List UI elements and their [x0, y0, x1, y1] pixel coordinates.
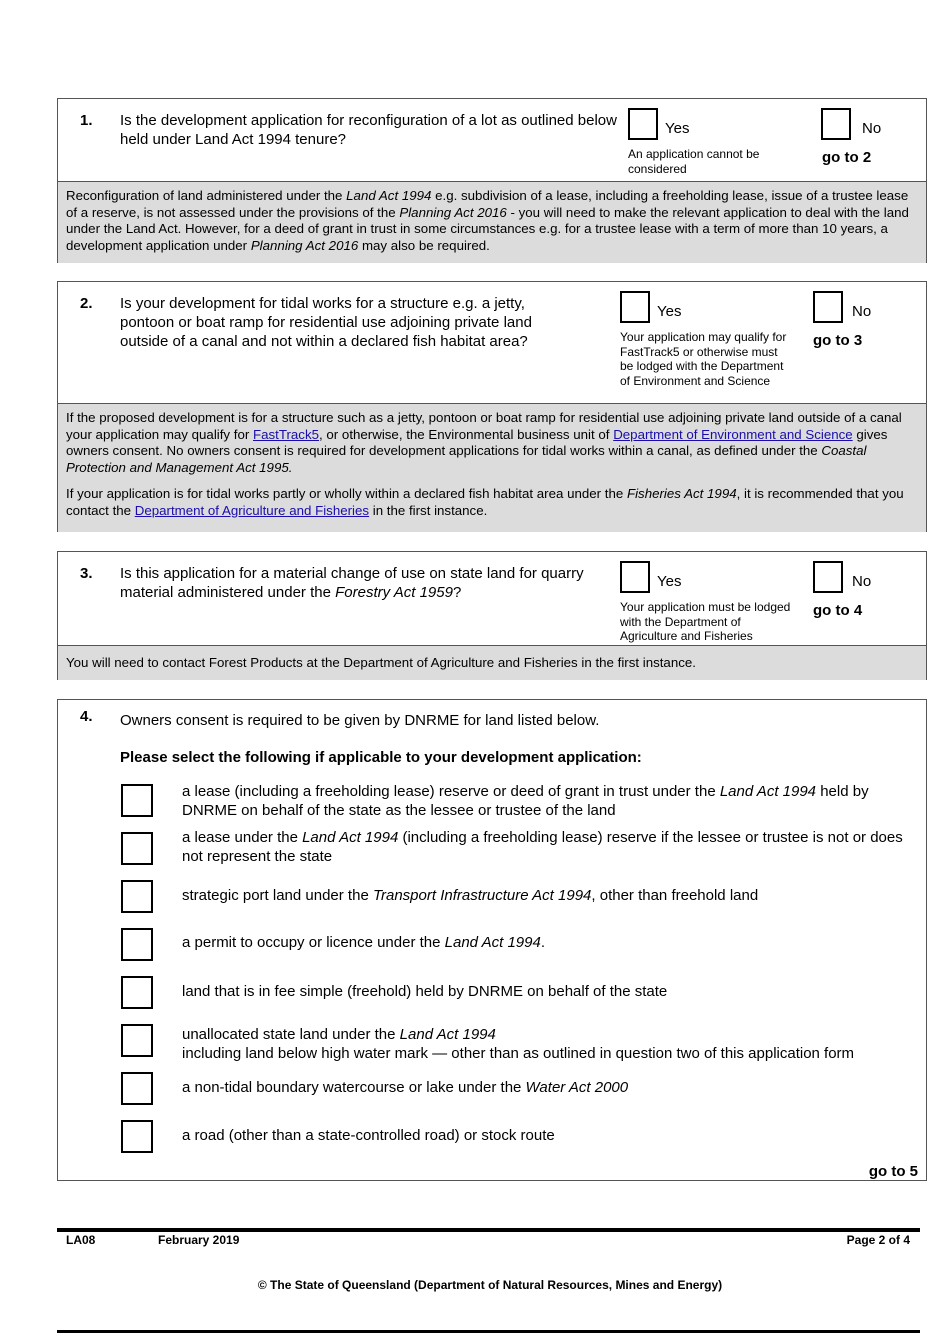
option-checkbox[interactable]: [121, 880, 153, 913]
option-checkbox[interactable]: [121, 784, 153, 817]
option-text: a lease (including a freeholding lease) reserve or deed of grant in trust under the Land Act 1994 held by DNRME on behalf of the state as the lessee or trustee of the land: [182, 783, 869, 819]
yes-label: Yes: [657, 573, 682, 590]
question-number: 3.: [80, 565, 93, 582]
footer-rule: [57, 1228, 920, 1232]
no-label: No: [852, 303, 872, 320]
info-panel: If the proposed development is for a structure such as a jetty, pontoon or boat ramp for residential use adjoining private land outside of a canal your application may qualify for FastTrack5, or otherwise, the Environmental business unit of Department of Environment and Science gives owners consent. No owners consent is required for development applications for tidal works within a canal, as defined under the Coastal Protection and Management Act 1995. If your application is for tidal works partly or wholly within a declared fish habitat area under the Fisheries Act 1994, it is recommended that you contact the Department of Agriculture and Fisheries in the first instance.: [58, 403, 926, 532]
question-number: 1.: [80, 112, 93, 129]
option-checkbox[interactable]: [121, 832, 153, 865]
option-text: unallocated state land under the Land Act 1994 including land below high water mark — other than as outlined in question two of this application form: [182, 1026, 855, 1062]
des-link[interactable]: Department of Environment and Science: [613, 426, 853, 442]
daf-link[interactable]: Department of Agriculture and Fisheries: [134, 502, 370, 518]
option-text: a lease under the Land Act 1994 (including a freeholding lease) reserve if the lessee or trustee is not or does not represent the state: [182, 829, 903, 865]
option-text: strategic port land under the Transport Infrastructure Act 1994, other than freehold land: [182, 887, 759, 904]
yes-note: An application cannot be considered: [628, 147, 760, 176]
question-1-box: [57, 98, 927, 263]
goto-label: go to 5: [868, 1163, 918, 1180]
question-3-box: [57, 551, 927, 680]
option-text: a road (other than a state-controlled road) or stock route: [182, 1127, 555, 1144]
option-checkbox[interactable]: [121, 976, 153, 1009]
yes-note: Your application may qualify for FastTrack5 or otherwise must be lodged with the Department of Environment and Science: [620, 330, 787, 388]
bottom-rule: [57, 1330, 920, 1333]
info-panel: You will need to contact Forest Products at the Department of Agriculture and Fisheries in the first instance.: [58, 645, 926, 680]
no-checkbox[interactable]: [813, 561, 843, 593]
question-text: Is the development application for reconfiguration of a lot as outlined below held under Land Act 1994 tenure?: [120, 112, 617, 148]
intro-text: Owners consent is required to be given by DNRME for land listed below.: [120, 712, 600, 729]
option-checkbox[interactable]: [121, 1120, 153, 1153]
option-checkbox[interactable]: [121, 928, 153, 961]
no-checkbox[interactable]: [821, 108, 851, 140]
option-checkbox[interactable]: [121, 1024, 153, 1057]
no-checkbox[interactable]: [813, 291, 843, 323]
question-2-box: [57, 281, 927, 532]
no-label: No: [862, 120, 882, 137]
goto-label: go to 3: [813, 332, 863, 349]
option-text: a non-tidal boundary watercourse or lake under the Water Act 2000: [182, 1079, 629, 1096]
question-text: Is your development for tidal works for a structure e.g. a jetty, pontoon or boat ramp for residential use adjoining private land outside of a canal and not within a declared fish habitat area?: [120, 295, 532, 350]
instruction-text: Please select the following if applicable to your development application:: [120, 749, 642, 766]
form-date: February 2019: [158, 1233, 240, 1247]
yes-label: Yes: [665, 120, 690, 137]
option-text: a permit to occupy or licence under the Land Act 1994.: [182, 934, 546, 951]
question-number: 4.: [80, 708, 93, 725]
goto-label: go to 2: [822, 149, 872, 166]
yes-note: Your application must be lodged with the Department of Agriculture and Fisheries: [620, 600, 791, 643]
copyright: © The State of Queensland (Department of Natural Resources, Mines and Energy): [257, 1278, 723, 1292]
yes-checkbox[interactable]: [620, 561, 650, 593]
yes-label: Yes: [657, 303, 682, 320]
question-number: 2.: [80, 295, 93, 312]
question-4-box: [57, 699, 927, 1181]
fasttrack5-link[interactable]: FastTrack5: [253, 426, 320, 442]
form-code: LA08: [66, 1233, 96, 1247]
yes-checkbox[interactable]: [628, 108, 658, 140]
question-text: Is this application for a material change of use on state land for quarry material administered under the Forestry Act 1959?: [120, 565, 584, 601]
page-number: Page 2 of 4: [846, 1233, 910, 1247]
info-panel: Reconfiguration of land administered under the Land Act 1994 e.g. subdivision of a lease, including a freeholding lease, issue of a trustee lease of a reserve, is not assessed under the provisions of the Planning Act 2016 - you will need to make the relevant application to deal with the land under the Land Act. However, for a deed of grant in trust in some circumstances e.g. for a trustee lease with a term of more than 10 years, a development application under Planning Act 2016 may also be required.: [58, 181, 926, 263]
option-text: land that is in fee simple (freehold) held by DNRME on behalf of the state: [182, 983, 668, 1000]
no-label: No: [852, 573, 872, 590]
yes-checkbox[interactable]: [620, 291, 650, 323]
option-checkbox[interactable]: [121, 1072, 153, 1105]
goto-label: go to 4: [813, 602, 863, 619]
